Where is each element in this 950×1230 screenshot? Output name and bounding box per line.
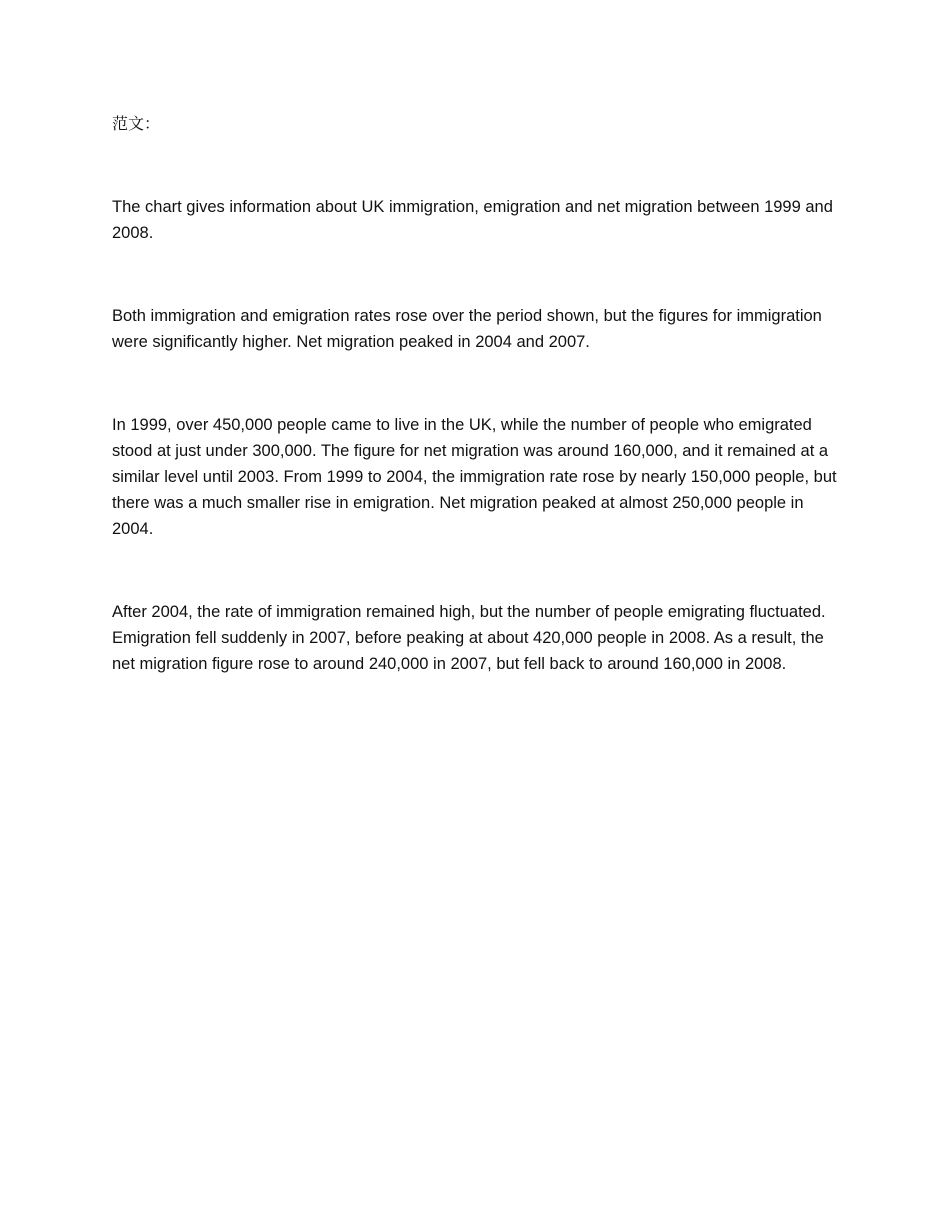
paragraph-details-1999-2004: In 1999, over 450,000 people came to live in the UK, while the number of people who emigrated stood at just under 300,000. The figure for net migration was around 160,000, and it remained at a similar level until 2003. From 1999 to 2004, the immigration rate rose by nearly 150,000 people, but there was a much smaller rise in emigration. Net migration peaked at almost 250,000 people in 2004.	[112, 416, 837, 538]
document-heading: 范文：	[112, 114, 161, 133]
paragraph-overview: Both immigration and emigration rates rose over the period shown, but the figures for immigration were significantly higher. Net migration peaked in 2004 and 2007.	[112, 307, 822, 351]
paragraph-details-after-2004: After 2004, the rate of immigration remained high, but the number of people emigrating fluctuated. Emigration fell suddenly in 2007, before peaking at about 420,000 people in 2008. As a result, the net migration figure rose to around 240,000 in 2007, but fell back to around 160,000 in 2008.	[112, 603, 826, 673]
paragraph-intro: The chart gives information about UK immigration, emigration and net migration between 1999 and 2008.	[112, 198, 833, 242]
document-body	[112, 110, 842, 734]
